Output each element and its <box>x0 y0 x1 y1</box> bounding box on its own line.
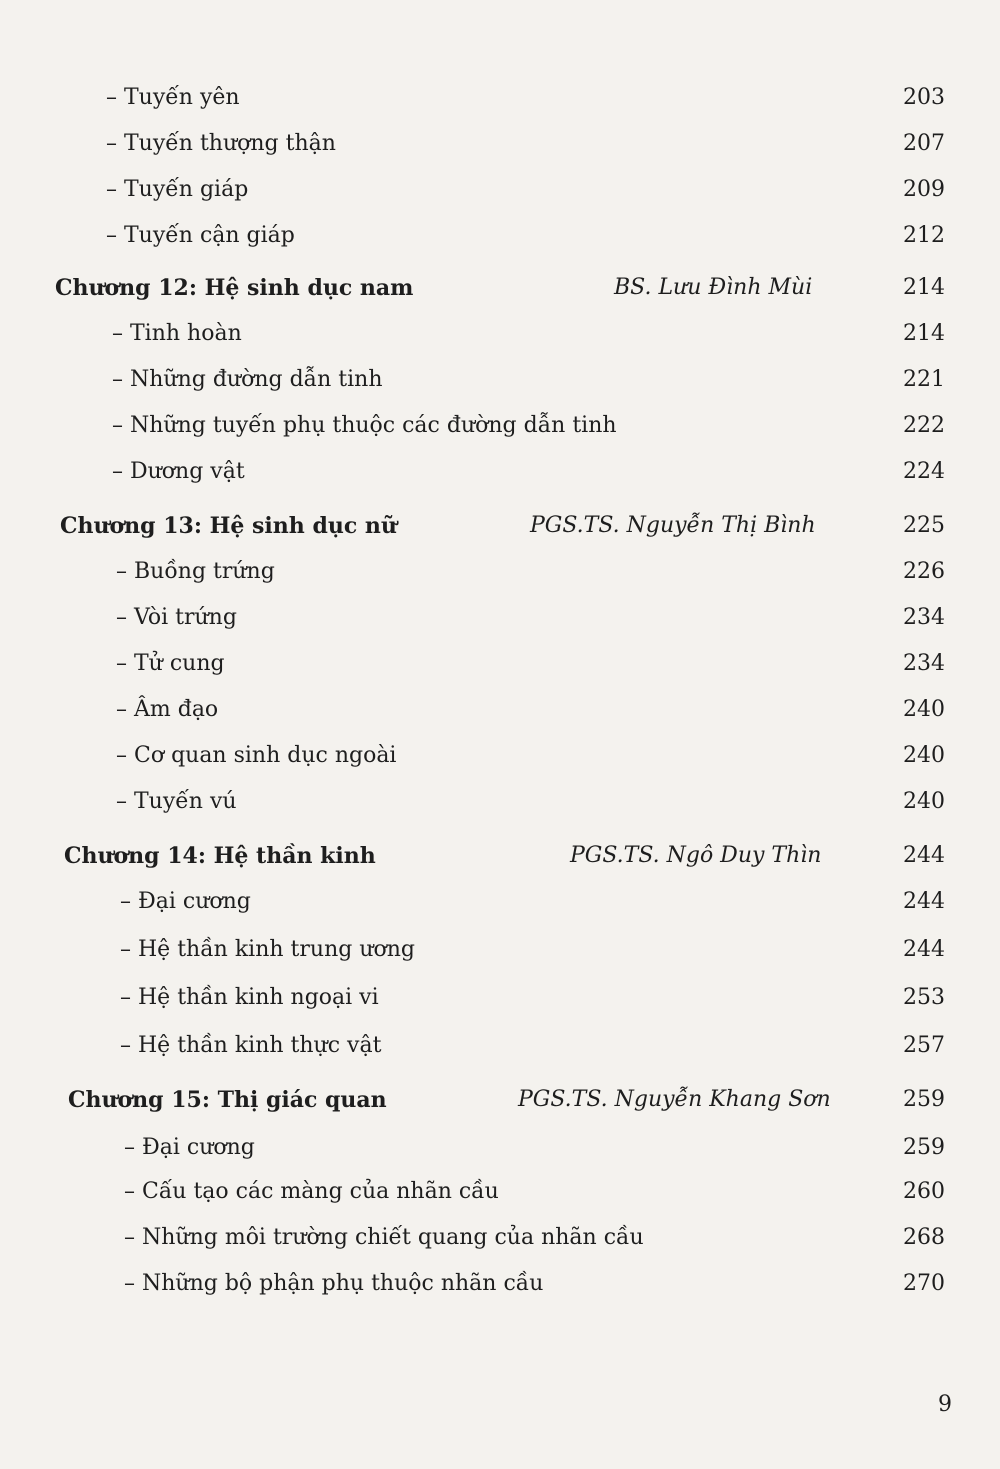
entry-page: 260 <box>903 1179 945 1204</box>
entry-label: – Tuyến thượng thận <box>106 131 336 156</box>
chapter-author: PGS.TS. Nguyễn Thị Bình <box>530 513 816 538</box>
toc-entry <box>0 360 1000 400</box>
entry-label: – Dương vật <box>112 459 245 484</box>
entry-label: – Những môi trường chiết quang của nhãn cầu <box>124 1225 644 1250</box>
entry-label: – Tuyến yên <box>106 85 240 110</box>
entry-page: 212 <box>903 223 945 248</box>
toc-entry <box>0 314 1000 354</box>
entry-page: 259 <box>903 1135 945 1160</box>
entry-label: – Những bộ phận phụ thuộc nhãn cầu <box>124 1271 544 1296</box>
toc-entry <box>0 882 1000 922</box>
entry-page: 253 <box>903 985 945 1010</box>
chapter-title: Chương 14: Hệ thần kinh <box>64 843 376 869</box>
chapter-entry <box>0 268 1000 308</box>
entry-label: – Đại cương <box>120 889 251 914</box>
entry-label: – Tinh hoàn <box>112 321 242 346</box>
entry-label: – Cơ quan sinh dục ngoài <box>116 743 397 768</box>
toc-entry <box>0 406 1000 446</box>
chapter-author: BS. Lưu Đình Mùi <box>614 275 813 300</box>
entry-page: 240 <box>903 697 945 722</box>
toc-entry <box>0 170 1000 210</box>
entry-label: – Cấu tạo các màng của nhãn cầu <box>124 1179 499 1204</box>
toc-entry <box>0 552 1000 592</box>
entry-page: 259 <box>903 1087 945 1112</box>
toc-entry <box>0 644 1000 684</box>
entry-label: – Hệ thần kinh thực vật <box>120 1033 382 1058</box>
entry-label: – Những đường dẫn tinh <box>112 367 383 392</box>
toc-entry <box>0 452 1000 492</box>
toc-entry <box>0 930 1000 970</box>
entry-page: 207 <box>903 131 945 156</box>
entry-label: – Hệ thần kinh trung ương <box>120 937 415 962</box>
entry-page: 214 <box>903 321 945 346</box>
chapter-title: Chương 12: Hệ sinh dục nam <box>55 275 414 301</box>
entry-page: 225 <box>903 513 945 538</box>
entry-page: 234 <box>903 651 945 676</box>
chapter-author: PGS.TS. Nguyễn Khang Sơn <box>518 1087 831 1112</box>
entry-page: 270 <box>903 1271 945 1296</box>
entry-page: 268 <box>903 1225 945 1250</box>
entry-label: – Đại cương <box>124 1135 255 1160</box>
chapter-entry <box>0 836 1000 876</box>
toc-entry <box>0 1172 1000 1212</box>
entry-label: – Tuyến cận giáp <box>106 223 295 248</box>
entry-label: – Tuyến giáp <box>106 177 249 202</box>
toc-entry <box>0 1264 1000 1304</box>
toc-entry <box>0 1218 1000 1258</box>
toc-entry <box>0 598 1000 638</box>
toc-entry <box>0 736 1000 776</box>
chapter-author: PGS.TS. Ngô Duy Thìn <box>570 843 822 868</box>
entry-page: 224 <box>903 459 945 484</box>
toc-entry <box>0 690 1000 730</box>
chapter-entry <box>0 506 1000 546</box>
entry-label: – Vòi trứng <box>116 605 237 630</box>
entry-page: 209 <box>903 177 945 202</box>
entry-page: 257 <box>903 1033 945 1058</box>
entry-page: 222 <box>903 413 945 438</box>
entry-page: 221 <box>903 367 945 392</box>
toc-entry <box>0 124 1000 164</box>
entry-page: 244 <box>903 843 945 868</box>
chapter-title: Chương 13: Hệ sinh dục nữ <box>60 513 397 539</box>
entry-page: 203 <box>903 85 945 110</box>
chapter-entry <box>0 1080 1000 1120</box>
entry-label: – Âm đạo <box>116 697 219 722</box>
entry-label: – Buồng trứng <box>116 559 275 584</box>
toc-entry <box>0 1128 1000 1168</box>
chapter-title: Chương 15: Thị giác quan <box>68 1087 387 1113</box>
entry-label: – Hệ thần kinh ngoại vi <box>120 985 379 1010</box>
page-number: 9 <box>938 1392 952 1417</box>
toc-entry <box>0 216 1000 256</box>
toc-entry <box>0 782 1000 822</box>
toc-entry <box>0 978 1000 1018</box>
entry-page: 244 <box>903 889 945 914</box>
entry-page: 240 <box>903 743 945 768</box>
entry-page: 226 <box>903 559 945 584</box>
entry-label: – Tuyến vú <box>116 789 237 814</box>
entry-page: 244 <box>903 937 945 962</box>
entry-label: – Tử cung <box>116 651 225 676</box>
entry-page: 234 <box>903 605 945 630</box>
toc-entry <box>0 1026 1000 1066</box>
toc-entry <box>0 78 1000 118</box>
entry-page: 240 <box>903 789 945 814</box>
entry-label: – Những tuyến phụ thuộc các đường dẫn tinh <box>112 413 617 438</box>
entry-page: 214 <box>903 275 945 300</box>
